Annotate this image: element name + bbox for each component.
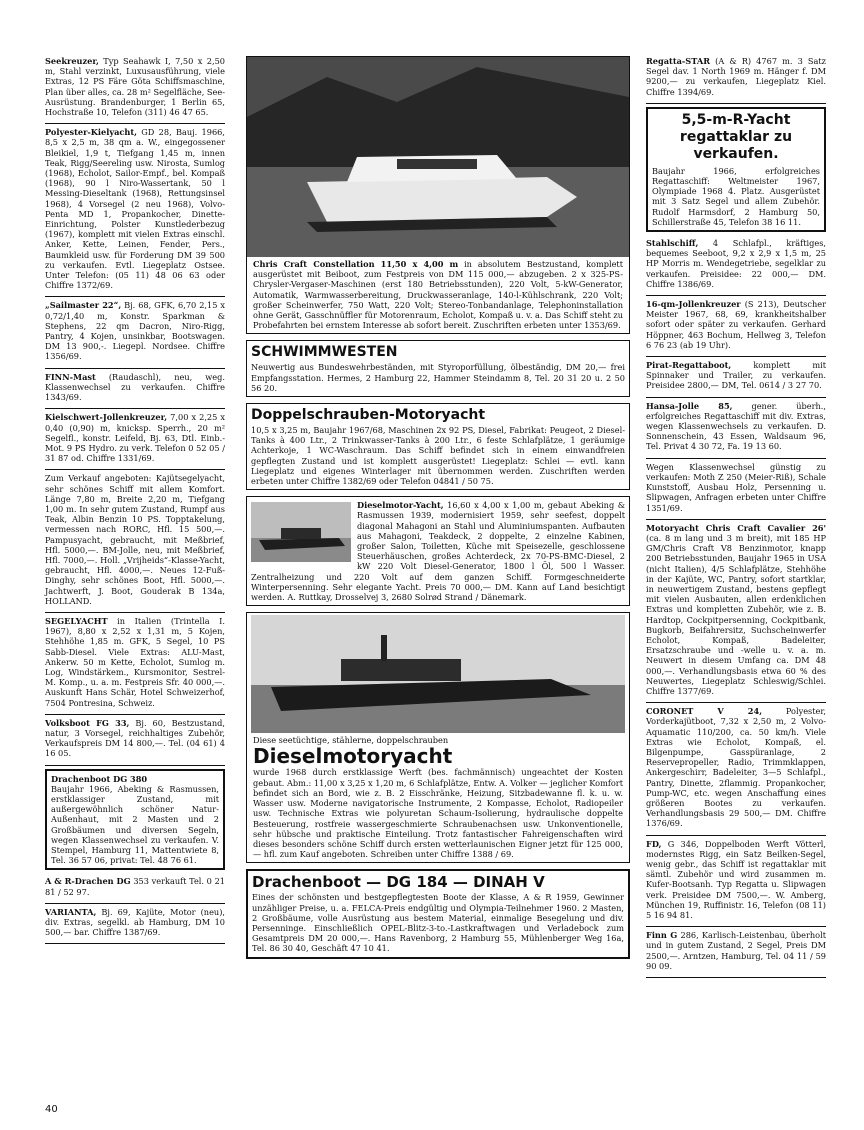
classified-ad	[646, 523, 826, 696]
classified-ad-text: Wegen Klassenwechsel günstig zu verkaufen: Moth Z 250 (Meier-Riß), Schale Kunststoff, Ausbau Holz, Persenning u. Slipwagen, Anfragen erbeten unter Chiffre 1351/69.	[646, 461, 826, 513]
doppelschrauben-ad	[246, 403, 630, 490]
classified-ad-text: Zum Verkauf angeboten: Kajütsegelyacht, sehr schönes Schiff mit allem Komfort. Länge 7,80 m, Breite 2,20 m, Tiefgang 1,00 m. In sehr gutem Zustand, Rumpf aus Teak, Albin Benzin 10 PS. Topptakelung, vermessen nach RORC, Hfl. 15 500,—. Pampusyacht, gebraucht, mit Meßbrief, Hfl. 5000,—. BM-Jolle, neu, mit Meßbrief, Hfl. 7000,—. Holl. „Vrijheids“-Klasse-Yacht, gebraucht, Hfl. 4000,—. Neues 12-Fuß-Dinghy, sehr schönes Boot, Hfl. 5000,—. Jachtwerft, J. Boot, Gouderak B 134a, HOLLAND.	[45, 473, 225, 606]
ad-divider	[45, 714, 225, 715]
classified-ad-lead: CORONET V 24,	[646, 706, 763, 717]
chris-craft-photo	[247, 57, 629, 257]
classified-ad-text: Typ Seahawk I, 7,50 x 2,50 m, Stahl verzinkt, Luxusausführung, viele Extras, 12 PS Färe Göta Schiffsmaschine, Plan über alles, ca. 28 m² Segelfläche, See-Ausrüstung. Brandenburger, 1 Berlin 65, Hochstraße 10, Telefon (311) 46 47 65.	[45, 56, 225, 118]
classified-ad	[646, 238, 826, 289]
classified-ad	[646, 930, 826, 971]
dinah-v-ad	[246, 869, 630, 958]
classified-ad-text: G 346, Doppelboden Werft Vötterl, modernstes Rigg, ein Satz Beilken-Segel, wenig gebr., das Schiff ist regattaklar mit sämtl. Zubehör und wird zusammen m. Kufer-Bootsanh. Typ Regatta u. Slipwagen verk. Preisidee DM 7500,—. W. Amberg, München 19, Ruffinistr. 16, Telefon (08 11) 5 16 94 81.	[646, 838, 826, 921]
classified-ad-lead: Polyester-Kielyacht,	[45, 127, 137, 138]
classified-ad	[45, 56, 225, 117]
classified-ad-text: 286, Karlisch-Leistenbau, überholt und in gutem Zustand, 2 Segel, Preis DM 2500,—. Arntzen, Hamburg, Tel. 04 11 / 59 90 09.	[646, 930, 826, 971]
chris-craft-caption-title: Chris Craft Constellation 11,50 x 4,00 m	[253, 259, 459, 269]
ad-divider	[646, 295, 826, 296]
r-yacht-text: Baujahr 1966, erfolgreiches Regattaschiff: Weltmeister 1967, Olympiade 1968 4. Platz. Ausgerüstet mit 3 Satz Segel und allem Zubehör. Rudolf Harmsdorf, 2 Hamburg 50, Schillerstraße 45, Telefon 38 16 11.	[652, 165, 820, 227]
classified-ad	[646, 401, 826, 452]
classified-ad-text: Bj. 68, GFK, 6,70 2,15 x 0,72/1,40 m, Konstr. Sparkman & Stephens, 22 qm Dacron, Niro-Rigg, Pantry, 4 Kojen, unsinkbar, Bootswagen. DM 13 900,-. Liegepl. Nordsee. Chiffre 1356/69.	[45, 300, 225, 362]
ad-divider	[646, 103, 826, 104]
chris-craft-ad	[246, 56, 630, 334]
steel-yacht-illustration	[251, 615, 625, 733]
ad-divider	[45, 943, 225, 944]
classified-ad-text: (S 213), Deutscher Meister 1967, 68, 69, krankheitshalber sofort oder später zu verkaufen. Gerhard Höppner, 463 Bochum, Hellweg 3, Telefon 6 76 23 (ab 19 Uhr).	[646, 299, 826, 350]
schwimmwesten-ad	[246, 340, 630, 397]
ad-divider	[646, 835, 826, 836]
classified-ad-lead: Regatta-STAR	[646, 56, 711, 66]
classified-ad-lead: VARIANTA,	[45, 906, 97, 917]
classified-ad-text: in Italien (Trintella I. 1967), 8,80 x 2,52 x 1,31 m, 5 Kojen, Stehhöhe 1,85 m. GFK, 5 Segel, 10 PS Sabb-Diesel. Viele Extras: ALU-Mast, Ankerw. 50 m Kette, Echolot, Sumlog m. Log, Windstärkem., Kursmonitor, Sestrel-M. Komp., u. a. m. Festpreis Sfr. 40 000,—. Auskunft Hans Schär, Hotel Schweizerhof, 7504 Pontresina, Schweiz.	[45, 615, 225, 708]
classified-ad	[45, 300, 225, 361]
dieselmotoryacht-kicker: Diese seetüchtige, stählerne, doppelschrauben	[253, 735, 449, 746]
classified-ad	[45, 372, 225, 403]
ad-divider	[45, 368, 225, 369]
classified-ad-lead: „Sailmaster 22“,	[45, 300, 122, 311]
classified-ad	[45, 473, 225, 606]
schwimmwesten-text: Neuwertig aus Bundeswehrbeständen, mit Styroporfüllung, ölbeständig, DM 20,— frei Empfangsstation. Hermes, 2 Hamburg 22, Hammer Steindamm 8, Tel. 20 31 20 u. 2 50 56 20.	[251, 362, 625, 393]
classified-ad	[646, 706, 826, 828]
classified-ad-text: Bj. 60, Bestzustand, natur, 3 Vorsegel, reichhaltiges Zubehör, Verkaufspreis DM 14 800,—. Tel. (04 61) 4 16 05.	[45, 717, 226, 759]
classified-ad	[646, 360, 826, 391]
page-number: 40	[45, 1104, 58, 1115]
classified-ad	[646, 839, 826, 921]
motor-yacht-photo-illustration	[247, 57, 629, 257]
chris-craft-caption-text: in absolutem Bestzustand, komplett ausgerüstet mit Beiboot, zum Festpreis von DM 115 000,— abzugeben. 2 x 325-PS-Chrysler-Vergaser-Maschinen (erst 180 Betriebsstunden), 220 Volt, 5-kW-Generator, Automatik, Warmwasserbereitung, Druckwasseranlage, 140-l-Kühlschrank, 220 Volt; großer Scheinwerfer, 750 Watt, 220 Volt; Stereo-Tonbandanlage, Telephoninstallation ohne Gerät, Gasschnüffler für Motorenraum, Echolot, Kompaß u. v. a. Das Schiff steht zu Probefahrten bei ernstem Interesse ab sofort bereit. Zuschriften erbeten unter 1353/69.	[253, 259, 624, 331]
classified-ad-text: gener. überh., erfolgreiches Regattaschiff mit div. Extras, wegen Klassenwechsels zu verkaufen. D. Sonnenschein, 43 Essen, Waldsaum 96, Tel. Privat 4 30 72, Fa. 19 13 60.	[646, 400, 826, 452]
dieselmotoryacht-title: Dieselmotoryacht	[253, 744, 453, 769]
doppelschrauben-text: 10,5 x 3,25 m, Baujahr 1967/68, Maschinen 2x 92 PS, Diesel, Fabrikat: Peugeot, 2 Diesel-Tanks à 400 Ltr., 2 Trinkwasser-Tanks à 200 Ltr., 6 feste Schlafplätze, 1 geräumige Achterkoje, 1 WC-Waschraum. Das Schiff befindet sich in einem einwandfreien gepflegten Zustand und ist komplett ausgerüstet! Liegeplatz: Schlei — evtl. kann Liegeplatz und eigenes Winterlager mit übernommen werden. Zuschriften werden erbeten unter Chiffre 1382/69 oder Telefon 04841 / 50 75.	[251, 425, 625, 487]
ad-divider	[45, 765, 225, 766]
classified-ad-lead: Finn G	[646, 930, 678, 941]
dinah-v-title: Drachenboot — DG 184 — DINAH V	[252, 873, 545, 892]
classified-ad-lead: Stahlschiff,	[646, 238, 699, 249]
classified-ad-text: 353 verkauft Tel. 0 21 81 / 52 97.	[45, 876, 225, 897]
classified-ad-lead: Hansa-Jolle 85,	[646, 400, 733, 411]
classified-ad-lead: Kielschwert-Jollenkreuzer,	[45, 412, 168, 423]
classified-ad	[45, 412, 225, 463]
ad-divider	[45, 408, 225, 409]
classified-ad	[45, 907, 225, 938]
classified-ad-lead: FINN-Mast	[45, 371, 96, 382]
small-yacht-illustration	[251, 502, 351, 562]
classified-ad	[45, 718, 225, 759]
classified-ad-lead: 16-qm-Jollenkreuzer	[646, 299, 741, 310]
classified-ad-lead: FD,	[646, 838, 662, 849]
ad-divider	[646, 397, 826, 398]
classified-ad	[45, 127, 225, 290]
ad-divider	[646, 356, 826, 357]
dieselmotoryacht-big-photo	[251, 615, 625, 733]
classified-ad-text: 4 Schlafpl., kräftiges, bequemes Seeboot, 9,2 x 2,9 x 1,5 m, 25 HP Morris m. Wendegetriebe, segelklar zu verkaufen. Preisidee: 22 000,— DM. Chiffre 1386/69.	[646, 238, 826, 289]
ad-divider	[646, 926, 826, 927]
dieselmotoryacht-big-ad	[246, 612, 630, 863]
r-yacht-box	[646, 107, 826, 232]
drachenboot-dg380-box	[45, 769, 225, 871]
classified-ad	[45, 876, 225, 896]
classified-ad-text: 7,00 x 2,25 x 0,40 (0,90) m, knicksp. Sperrh., 20 m² Segelfl., konstr. Leifeld, Bj. 63, Dtl. Einb.-Mot. 9 PS Hydro. zu verk. Telefon 0 52 05 / 31 87 od. Chiffre 1331/69.	[45, 412, 225, 464]
middle-column	[246, 56, 630, 965]
classified-ad-lead: Motoryacht Chris Craft Cavalier 26'	[646, 522, 826, 533]
classified-ad-text: Bj. 69, Kajüte, Motor (neu), div. Extras, segelkl. ab Hamburg, DM 10 500,— bar. Chiffre 1387/69.	[45, 906, 225, 938]
classified-ad	[45, 616, 225, 708]
ad-divider	[646, 702, 826, 703]
classified-ad	[646, 462, 826, 513]
ad-divider	[45, 612, 225, 613]
classified-ad-text: (Raudaschl), neu, weg. Klassenwechsel zu verkaufen. Chiffre 1343/69.	[45, 371, 225, 403]
drachenboot-dg380-text: Baujahr 1966, Abeking & Rasmussen, erstklassiger Zustand, mit außergewöhnlich schöner Natur-Außenhaut, mit 2 Masten und 2 Großbäumen und diversen Segeln, wegen Klassenwechsel zu verkaufen. V. Stempel, Hamburg 11, Mattentwiete 8, Tel. 36 57 06, privat: Tel. 48 76 61.	[51, 783, 219, 866]
classified-ad	[646, 299, 826, 350]
ad-divider	[45, 123, 225, 124]
dieselmotor-yacht-small-ad	[246, 496, 630, 606]
r-yacht-title: 5,5-m-R-Yacht regattaklar zu verkaufen.	[679, 111, 793, 162]
ad-divider	[45, 296, 225, 297]
dieselmotor-yacht-small-body: 16,60 x 4,00 x 1,00 m, gebaut Abeking & Rasmussen 1939, modernisiert 1959, sehr seefest, doppelt diagonal Mahagoni an Stahl und Aluminiumspanten. Aufbauten aus Mahagoni, Teakdeck, 2 doppelte, 2 einzelne Kabinen, großer Salon, Toiletten, Küche mit Speisezelle, geschlossene Steuerhäuschen, großes Achterdeck, 2x 70-PS-BMC-Diesel, 2 kW 220 Volt Diesel-Generator, 1800 l Öl, 500 l Wasser. Zentralheizung und 220 Volt auf dem ganzen Schiff. Formgeschneiderte Winterpersenning. Sehr elegante Yacht. Preis 70 000,— DM. Kann auf Land besichtigt werden. A. Ruttkay, Drosselvej 3, 2680 Solrød Strand / Dänemark.	[251, 500, 625, 603]
dieselmotor-yacht-small-title: Dieselmotor-Yacht,	[357, 500, 444, 511]
classified-ad-lead: SEGELYACHT	[45, 615, 108, 626]
classified-ad-text: (A & R) 4767 m. 3 Satz Segel dav. 1 North 1969 m. Hänger f. DM 9200,— zu verkaufen, Liegeplatz Kiel. Chiffre 1394/69.	[646, 56, 826, 97]
chris-craft-caption	[247, 257, 629, 330]
classified-ad-text: komplett mit Spinnaker und Trailer, zu verkaufen. Preisidee 2800,— DM, Tel. 0614 / 3 27 70.	[646, 360, 826, 391]
ad-divider	[646, 977, 826, 978]
dinah-v-text: Eines der schönsten und bestgepflegtesten Boote der Klasse, A & R 1959, Gewinner unzähliger Preise, u. a. FELCA-Preis endgültig und Olympia-Teilnehmer 1960. 2 Masten, 2 Großbäume, volle Ausrüstung aus bestem Material, einmalige Besegelung und div. Persenninge. Einschließlich OPEL-Blitz-3-to.-Lastkraftwagen und Verladebock zum Gesamtpreis DM 20 000,—. Hans Ravenborg, 2 Hamburg 55, Mühlenberger Weg 16a, Tel. 86 30 40, Geschäft 47 10 41.	[252, 892, 624, 954]
ad-divider	[646, 519, 826, 520]
classified-ad-text: Polyester, Vorderkajütboot, 7,32 x 2,50 m, 2 Volvo-Aquamatic 110/200, ca. 50 km/h. Viele Extras wie Echolot, Kompaß, el. Bilgenpumpe, Gasspüranlage, 2 Reservepropeller, Radio, Trimmklappen, Ankergeschirr, Badeleiter, 3—5 Schlafpl., Pantry, Dinette, 2flammig. Propankocher, Pump-WC, etc. wegen Anschaffung eines größeren Bootes zu verkaufen. Verhandlungsbasis 29 500,— DM. Chiffre 1376/69.	[646, 706, 826, 829]
right-column	[646, 56, 826, 981]
drachenboot-dg380-title: Drachenboot DG 380	[51, 773, 148, 784]
classified-ad-lead: A & R-Drachen DG	[45, 876, 131, 887]
dieselmotoryacht-text: wurde 1968 durch erstklassige Werft (bes. fachmännisch) ungeachtet der Kosten gebaut. Abm.: 11,00 x 3,25 x 1,20 m, 6 Schlafplätze, Entw. A. Volker — jeglicher Komfort befindet sich an Bord, wie z. B. 2 Eisschränke, Heizung, Sitzbadewanne fl. k. u. w. Wasser usw. Moderne navigatorische Instrumente, 2 Kompasse, Echolot, Radiopeiler usw. Technische Extras wie polyuretan Schaum-Isolierung, hydraulische doppelte Besteuerung, rostfreie wassergeschmierte Schraubenachsen usw. Unkonventionelle, sehr hübsche und praktische Einteilung. Trotz fantastischer Fahreigenschaften wird dieses besonders schöne Schiff durch ersten wetterlaunischen Eigner jetzt für 125 000,— hfl. zum Kauf angeboten. Schreiben unter Chiffre 1388 / 69.	[253, 767, 623, 860]
classified-ad	[646, 56, 826, 97]
classified-ad-text: (ca. 8 m lang und 3 m breit), mit 185 HP GM/Chris Craft V8 Benzinmotor, knapp 200 Betriebsstunden, Baujahr 1965 in USA (nicht Italien), 4/5 Schlafplätze, Stehhöhe in der Kajüte, WC, Pantry, sofort startklar, in neuwertigem Zustand, bestens gepflegt mit vielen Ausbauten, allen erdenklichen Extras und kompletten Zubehör, wie z. B. Hardtop, Cockpitpersenning, Cockpitbank, Bugkorb, Beifahrersitz, Suchscheinwerfer Echolot, Kompaß, Badeleiter, Ersatzschraube und -welle u. v. a. m. Neuwert in diesem Umfang ca. DM 48 000,—. Verhandlungsbasis etwa 60 % des Neuwertes, Liegeplatz Schleswig/Schlei. Chiffre 1377/69.	[646, 532, 826, 696]
classified-ad-lead: Pirat-Regattaboot,	[646, 360, 732, 371]
classified-ad-text: GD 28, Bauj. 1966, 8,5 x 2,5 m, 38 qm a. W., eingegossener Bleikiel, 1,9 t, Tiefgang 1,45 m, innen Teak, Rigg/Seereling usw. Nirosta, Sumlog (1968), Echolot, Sailor-Empf., bel. Kompaß (1968), 90 l Niro-Wassertank, 50 l Messing-Dieseltank (1968), Rettungsinsel 1968), 4 Vorsegel (2 neu 1968), Volvo-Penta MD 1, Propankocher, Dinette-Einrichtung, Polster Kunstlederbezug (1967), komplett mit vielen Extras einschl. Anker, Kette, Leinen, Fender, Pers., Baumkleid usw. für Forderung DM 39 500 zu verkaufen. Evtl. Liegeplatz Ostsee. Unter Telefon: (05 11) 48 06 63 oder Chiffre 1372/69.	[45, 127, 225, 291]
schwimmwesten-title: SCHWIMMWESTEN	[251, 344, 398, 361]
dieselmotor-yacht-small-photo	[251, 502, 351, 562]
ad-divider	[646, 458, 826, 459]
ad-divider	[45, 903, 225, 904]
ad-divider	[45, 469, 225, 470]
doppelschrauben-title: Doppelschrauben-Motoryacht	[251, 407, 486, 424]
classified-ad-lead: Seekreuzer,	[45, 56, 99, 66]
left-column	[45, 56, 225, 947]
classified-ad-lead: Volksboot FG 33,	[45, 717, 130, 728]
